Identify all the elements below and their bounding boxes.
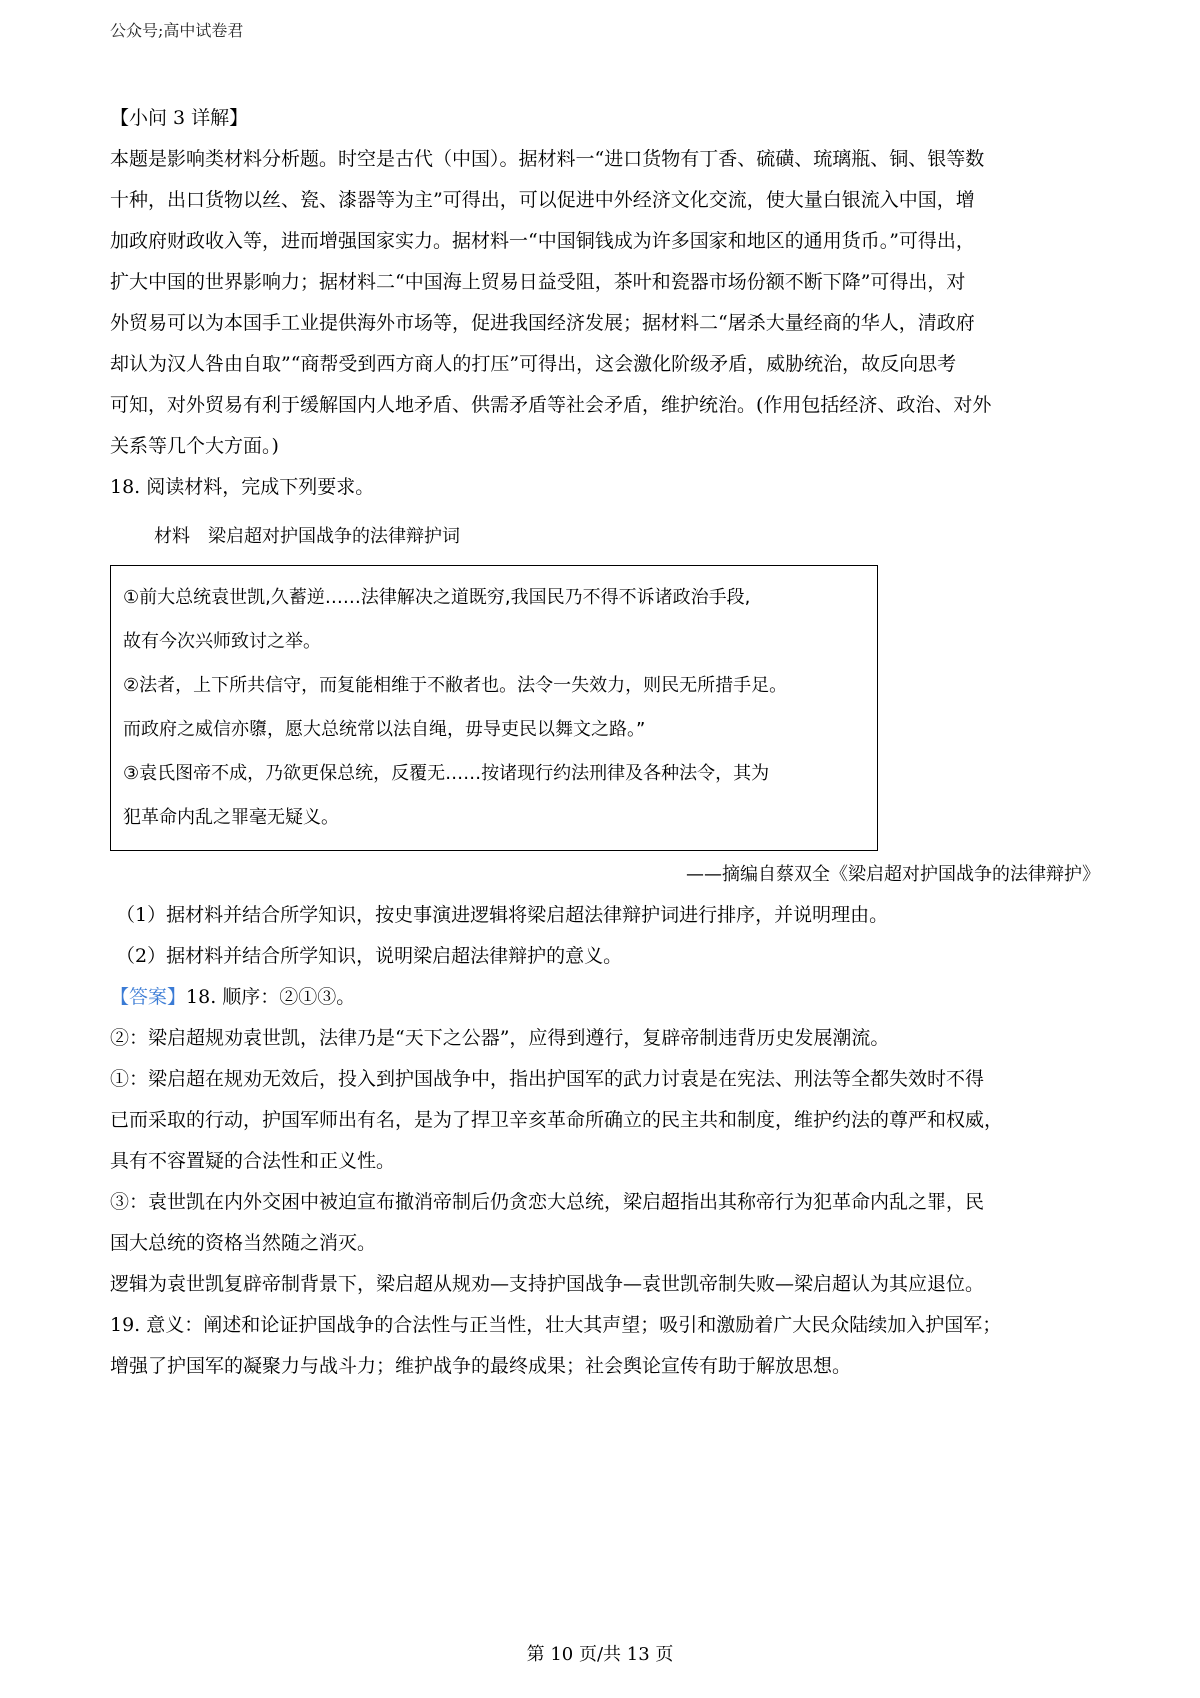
material-line: 故有今次兴师致讨之举。 (123, 631, 321, 652)
page-number: 第 10 页/共 13 页 (526, 1644, 674, 1665)
material-source: ——摘编自蔡双全《梁启超对护国战争的法律辩护》 (686, 864, 1100, 885)
answer-line: ①：梁启超在规劝无效后，投入到护国战争中，指出护国军的武力讨袁是在宪法、刑法等全都失效时不得 (110, 1068, 985, 1090)
material-line: ①前大总统袁世凯,久蓄逆……法律解决之道既穷,我国民乃不得不诉诸政治手段, (123, 587, 751, 608)
q17-3-heading: 【小问 3 详解】 (110, 107, 249, 129)
answer-line: ②：梁启超规劝袁世凯，法律乃是“天下之公器”，应得到遵行，复辟帝制违背历史发展潮流。 (110, 1027, 890, 1049)
material-line: 犯革命内乱之罪毫无疑义。 (123, 807, 339, 828)
q17-3-line: 扩大中国的世界影响力；据材料二“中国海上贸易日益受阻，茶叶和瓷器市场份额不断下降”可得出，对 (110, 271, 966, 293)
watermark-header: 公众号;高中试卷君 (110, 21, 244, 40)
material-line: ③袁氏图帝不成，乃欲更保总统，反覆无……按诸现行约法刑律及各种法令，其为 (123, 763, 770, 784)
answer-line: 具有不容置疑的合法性和正义性。 (110, 1150, 396, 1172)
page-content (110, 98, 1100, 1387)
answer-first-line (110, 977, 1100, 1018)
q17-3-line: 可知，对外贸易有利于缓解国内人地矛盾、供需矛盾等社会矛盾，维护统治。(作用包括经济、政治、对外 (110, 394, 992, 416)
q17-3-line: 加政府财政收入等，进而增强国家实力。据材料一“中国铜钱成为许多国家和地区的通用货币。”可得出， (110, 230, 975, 252)
q18-sub1: （1）据材料并结合所学知识，按史事演进逻辑将梁启超法律辩护词进行排序，并说明理由。 (116, 904, 889, 926)
answer-tag: 【答案】 (110, 986, 187, 1008)
material-line: ②法者，上下所共信守，而复能相维于不敝者也。法令一失效力，则民无所措手足。 (123, 675, 788, 696)
answer-line: 19. 意义：阐述和论证护国战争的合法性与正当性，壮大其声望；吸引和激励着广大民众陆续加入护国军； (110, 1314, 1002, 1336)
material-line: 而政府之威信亦隳，愿大总统常以法自绳，毋导吏民以舞文之路。” (123, 719, 646, 740)
answer-line: ③：袁世凯在内外交困中被迫宣布撤消帝制后仍贪恋大总统，梁启超指出其称帝行为犯革命内乱之罪，民 (110, 1191, 985, 1213)
answer-line: 增强了护国军的凝聚力与战斗力；维护战争的最终成果；社会舆论宣传有助于解放思想。 (110, 1355, 852, 1377)
q17-3-line: 外贸易可以为本国手工业提供海外市场等，促进我国经济发展；据材料二“屠杀大量经商的华人，清政府 (110, 312, 975, 334)
material-box (110, 565, 878, 851)
q18-stem: 18. 阅读材料，完成下列要求。 (110, 476, 375, 498)
answer-line: 逻辑为袁世凯复辟帝制背景下，梁启超从规劝—支持护国战争—袁世凯帝制失败—梁启超认为其应退位。 (110, 1273, 985, 1295)
q18-sub2: （2）据材料并结合所学知识，说明梁启超法律辩护的意义。 (116, 945, 623, 967)
q17-3-line: 关系等几个大方面。) (110, 435, 279, 457)
q17-3-line: 十种，出口货物以丝、瓷、漆器等为主”可得出，可以促进中外经济文化交流，使大量白银流入中国，增 (110, 189, 975, 211)
material-title: 材料 梁启超对护国战争的法律辩护词 (154, 526, 460, 547)
q17-3-line: 却认为汉人咎由自取”“商帮受到西方商人的打压”可得出，这会激化阶级矛盾，威胁统治，故反向思考 (110, 353, 957, 375)
answer-order: 18. 顺序：②①③。 (186, 986, 356, 1008)
q17-3-line: 本题是影响类材料分析题。时空是古代（中国）。据材料一“进口货物有丁香、硫磺、琉璃瓶、铜、银等数 (110, 148, 985, 170)
answer-line: 已而采取的行动，护国军师出有名，是为了捍卫辛亥革命所确立的民主共和制度，维护约法的尊严和权威， (110, 1109, 1004, 1131)
answer-line: 国大总统的资格当然随之消灭。 (110, 1232, 377, 1254)
